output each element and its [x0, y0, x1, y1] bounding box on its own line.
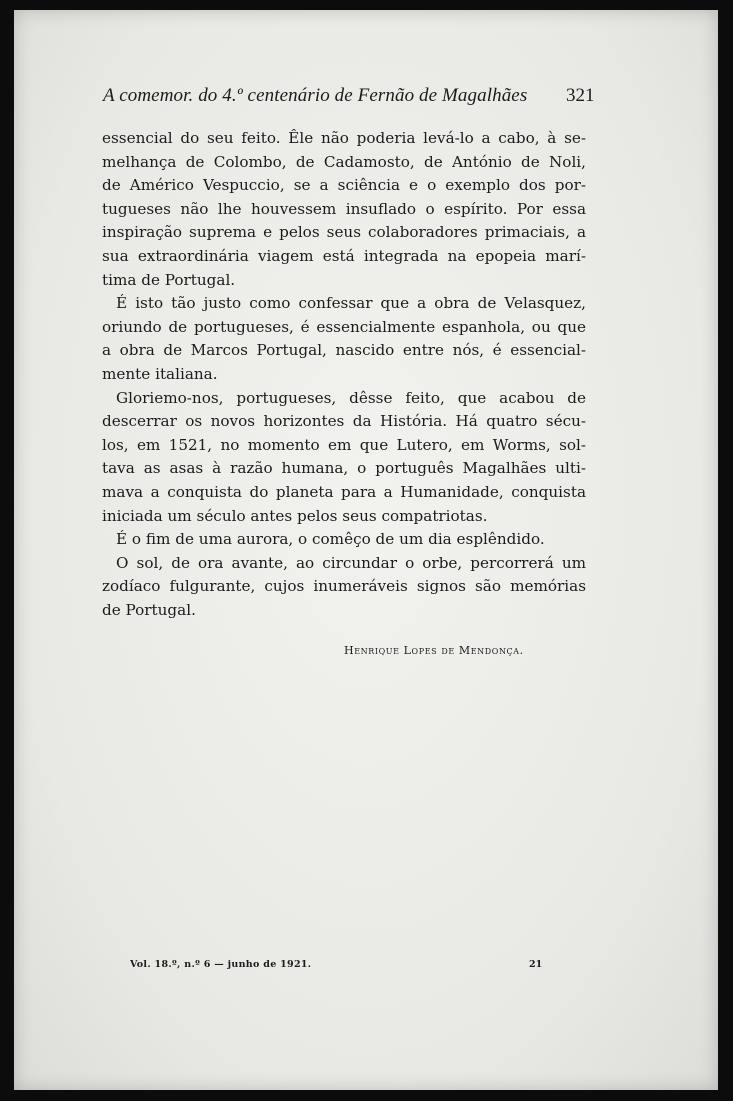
text-line: tava as asas à razão humana, o português Magalhães ulti-	[102, 459, 586, 478]
text-line: essencial do seu feito. Êle não poderia levá-lo a cabo, à se-	[102, 129, 586, 147]
text-line: mente italiana.	[102, 364, 218, 383]
text-line: mava a conquista do planeta para a Humanidade, conquista	[102, 482, 586, 501]
text-line: É isto tão justo como confessar que a obra de Velasquez,	[116, 294, 586, 313]
footer-volume-info: Vol. 18.º, n.º 6 — junho de 1921.	[130, 959, 312, 970]
text-line: sua extraordinária viagem está integrada na epopeia marí-	[102, 246, 586, 265]
text-line: O sol, de ora avante, ao circundar o orbe, percorrerá um	[116, 553, 586, 572]
paragraph	[102, 387, 586, 529]
text-line: tima de Portugal.	[102, 270, 236, 289]
paragraph	[102, 292, 586, 386]
text-line: inspiração suprema e pelos seus colaboradores primaciais, a	[102, 223, 586, 242]
paragraph	[102, 552, 586, 623]
text-line: oriundo de portugueses, é essencialmente espanhola, ou que	[102, 317, 586, 336]
body-text	[102, 127, 586, 622]
text-line: los, em 1521, no momento em que Lutero, em Worms, sol-	[102, 435, 586, 454]
footer-sheet-number: 21	[529, 959, 543, 970]
text-line: de Portugal.	[102, 600, 196, 619]
text-line: de Américo Vespuccio, se a sciência e o exemplo dos por-	[102, 176, 586, 195]
paragraph	[102, 127, 586, 292]
text-line: zodíaco fulgurante, cujos inumeráveis signos são memórias	[102, 577, 586, 596]
text-line: a obra de Marcos Portugal, nascido entre nós, é essencial-	[102, 341, 586, 360]
running-head: A comemor. do 4.º centenário de Fernão de Magalhães	[103, 85, 528, 106]
text-line: tugueses não lhe houvessem insuflado o espírito. Por essa	[102, 199, 586, 218]
paragraph	[102, 528, 586, 552]
text-line: descerrar os novos horizontes da História. Há quatro sécu-	[102, 412, 586, 431]
author-signature: Henrique Lopes de Mendonça.	[344, 644, 524, 657]
text-line: Gloriemo-nos, portugueses, dêsse feito, que acabou de	[116, 388, 586, 407]
text-line: melhança de Colombo, de Cadamosto, de António de Noli,	[102, 152, 586, 171]
page-number: 321	[566, 85, 595, 106]
text-line: É o fim de uma aurora, o comêço de um dia esplêndido.	[116, 530, 545, 549]
document-page	[14, 10, 718, 1090]
text-line: iniciada um século antes pelos seus compatriotas.	[102, 506, 488, 525]
